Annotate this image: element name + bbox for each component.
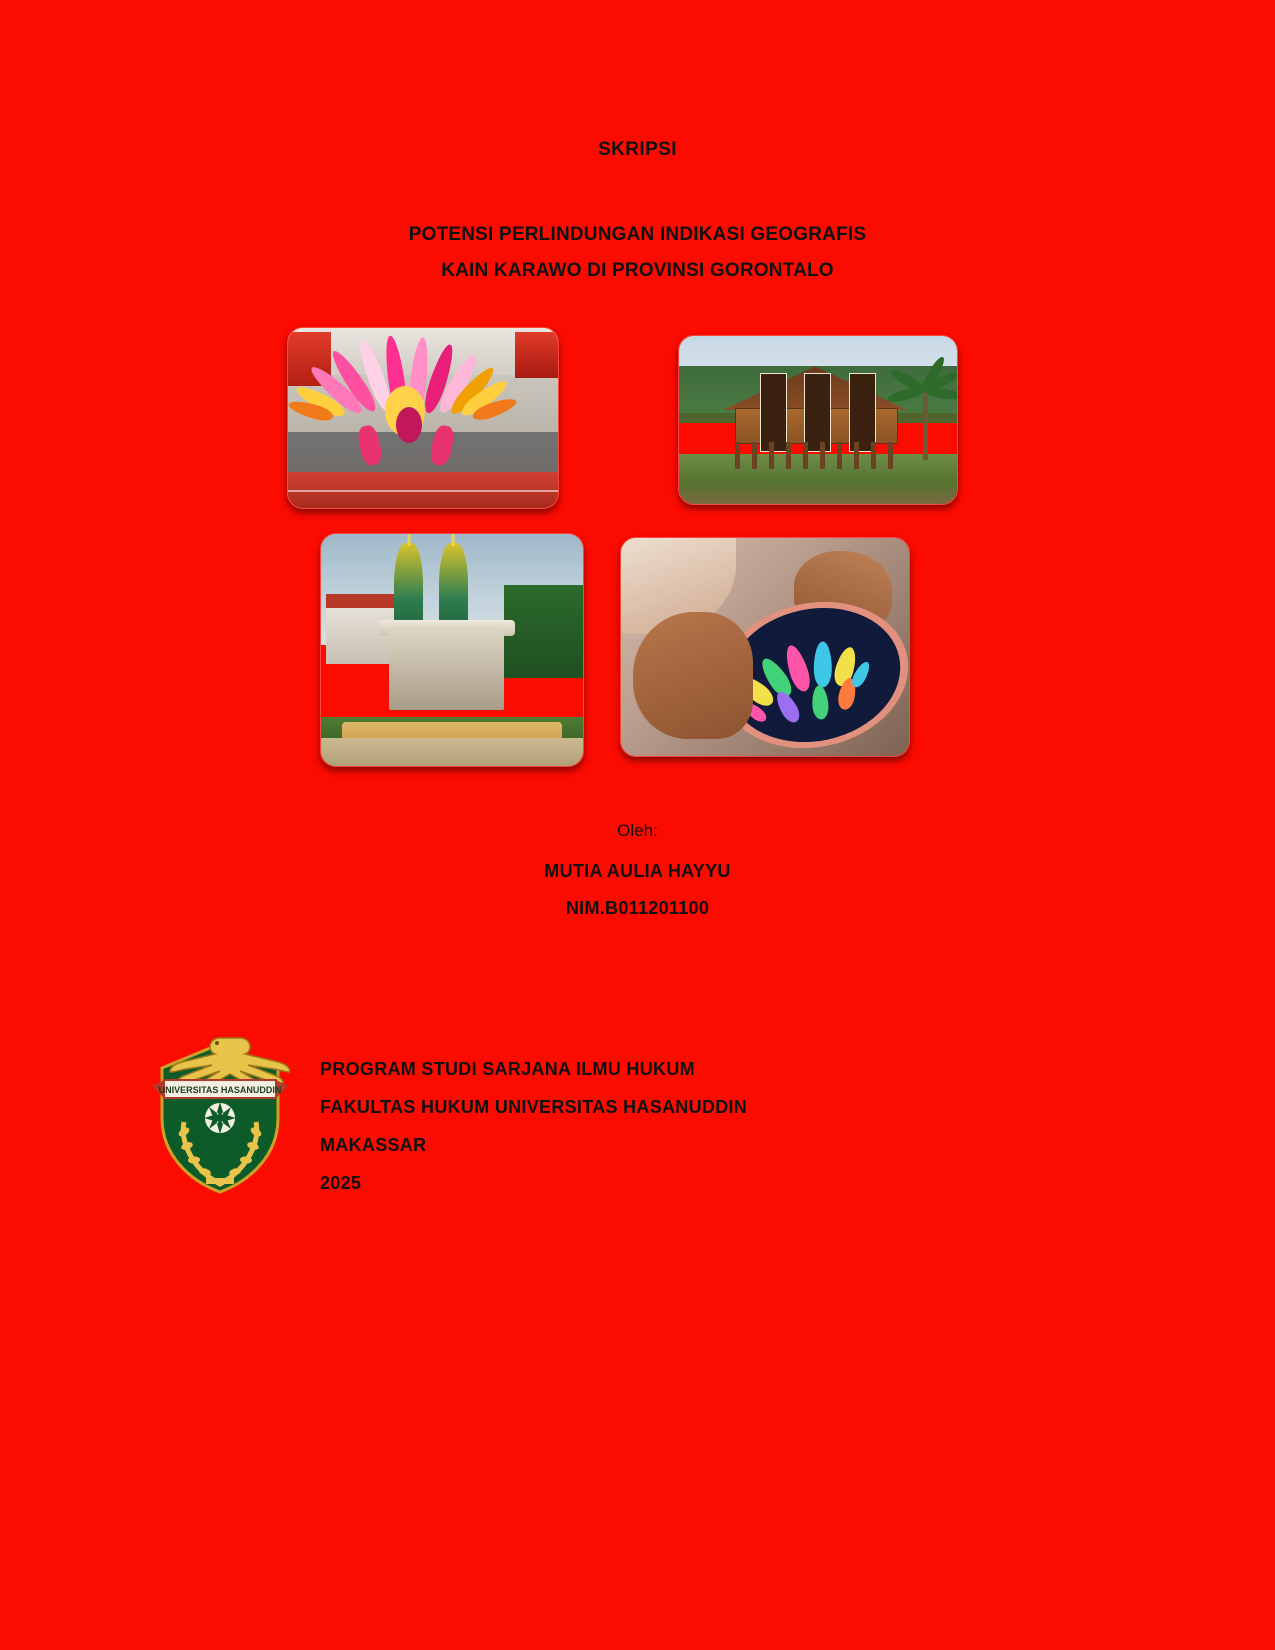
institution-line-4: 2025	[320, 1173, 362, 1193]
author-block	[0, 822, 1275, 919]
institution-lines	[320, 1050, 747, 1202]
institution-line-3: MAKASSAR	[320, 1135, 427, 1155]
author-name: MUTIA AULIA HAYYU	[544, 861, 731, 881]
photo-grid	[0, 325, 1275, 780]
institution-line-1: PROGRAM STUDI SARJANA ILMU HUKUM	[320, 1059, 695, 1079]
document-type-label: SKRIPSI	[598, 139, 677, 160]
page-title	[0, 217, 1275, 289]
title-block	[0, 140, 1275, 289]
author-by-label: Oleh:	[617, 821, 658, 840]
universitas-hasanuddin-logo	[150, 1022, 290, 1197]
institution-block	[150, 1022, 1050, 1222]
student-id: NIM.B011201100	[565, 898, 710, 918]
logo-ribbon-text: UNIVERSITAS HASANUDDIN	[158, 1085, 282, 1095]
institution-line-2: FAKULTAS HUKUM UNIVERSITAS HASANUDDIN	[320, 1097, 748, 1117]
city-monument-photo	[320, 533, 584, 767]
karawo-embroidery-photo	[620, 537, 910, 757]
traditional-house-photo	[678, 335, 958, 505]
title-line-2: KAIN KARAWO DI PROVINSI GORONTALO	[441, 260, 834, 281]
carnival-parade-photo	[287, 327, 559, 509]
title-line-1: POTENSI PERLINDUNGAN INDIKASI GEOGRAFIS	[408, 224, 867, 245]
